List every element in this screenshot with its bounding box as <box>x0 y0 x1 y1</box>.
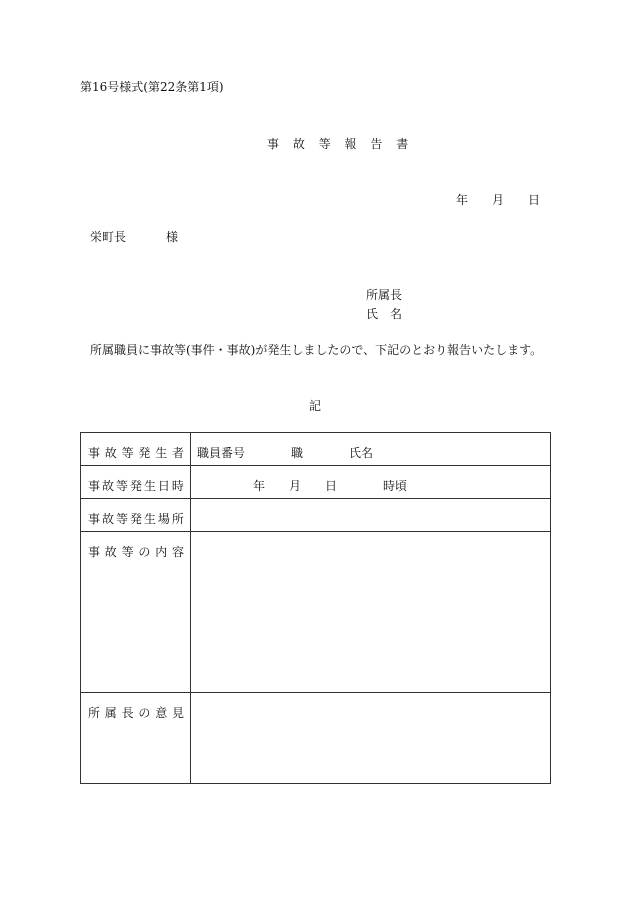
label-char: 所 <box>171 512 184 526</box>
label-char: 見 <box>171 706 184 720</box>
label-cell <box>81 499 191 532</box>
label-char: 故 <box>104 545 117 559</box>
label-char: 日 <box>157 479 170 493</box>
label-cell <box>81 532 191 693</box>
label-char: 場 <box>157 512 170 526</box>
staff-number-label: 職員番号 <box>197 446 246 460</box>
label-char: 事 <box>88 512 101 526</box>
label-char: 所 <box>88 706 101 720</box>
sender-name-label <box>366 308 402 320</box>
document-title <box>267 138 413 150</box>
label-char: 事 <box>88 479 101 493</box>
label-char: 生 <box>143 512 156 526</box>
position-label: 職 <box>291 446 304 460</box>
label-char: 等 <box>115 479 128 493</box>
label-char: 長 <box>121 706 134 720</box>
table-row <box>81 532 551 693</box>
label-char: 等 <box>115 512 128 526</box>
label-char: 時 <box>171 479 184 493</box>
month-label: 月 <box>289 479 302 493</box>
ki-heading: 記 <box>309 399 322 413</box>
date-year: 年 <box>456 193 469 207</box>
label-cell <box>81 693 191 784</box>
table-row <box>81 693 551 784</box>
label-char: 生 <box>143 479 156 493</box>
title-char: 等 <box>318 137 336 151</box>
label-char: 故 <box>104 446 117 460</box>
form-number: 第16号様式(第22条第1項) <box>80 80 224 94</box>
label-cell <box>81 433 191 466</box>
name-label-char: 名 <box>390 307 403 321</box>
title-char: 書 <box>396 137 414 151</box>
report-table <box>80 432 551 784</box>
label-char: 発 <box>129 479 142 493</box>
recipient-name: 栄町長 <box>90 230 127 244</box>
label-char: 故 <box>101 479 114 493</box>
year-label: 年 <box>253 479 266 493</box>
name-label: 氏名 <box>349 446 374 460</box>
label-char: 事 <box>88 446 101 460</box>
label-char: 生 <box>155 446 168 460</box>
body-text: 所属職員に事故等(事件・事故)が発生しましたので、下記のとおり報告いたします。 <box>90 343 543 357</box>
location-cell[interactable] <box>191 499 551 532</box>
label-char: 意 <box>155 706 168 720</box>
title-char: 故 <box>292 137 310 151</box>
table-row <box>81 433 551 466</box>
title-char: 事 <box>267 137 285 151</box>
date-day: 日 <box>528 193 541 207</box>
time-label: 時頃 <box>383 479 408 493</box>
sender-dept-head: 所属長 <box>366 288 403 302</box>
table-row <box>81 466 551 499</box>
label-char: 内 <box>155 545 168 559</box>
label-char: 容 <box>171 545 184 559</box>
opinion-cell[interactable] <box>191 693 551 784</box>
label-char: 属 <box>104 706 117 720</box>
person-cell[interactable] <box>191 433 551 466</box>
day-label: 日 <box>325 479 338 493</box>
label-char: 等 <box>121 545 134 559</box>
label-char: 故 <box>101 512 114 526</box>
label-char: 事 <box>88 545 101 559</box>
label-char: 発 <box>129 512 142 526</box>
label-char: 発 <box>138 446 151 460</box>
table-row <box>81 499 551 532</box>
datetime-cell[interactable] <box>191 466 551 499</box>
label-char: の <box>138 545 151 559</box>
date-line <box>456 194 540 206</box>
recipient <box>90 231 178 243</box>
label-char: 等 <box>121 446 134 460</box>
label-char: 者 <box>171 446 184 460</box>
title-char: 告 <box>370 137 388 151</box>
details-cell[interactable] <box>191 532 551 693</box>
name-label-char: 氏 <box>366 307 379 321</box>
title-char: 報 <box>344 137 362 151</box>
recipient-honorific: 様 <box>166 230 179 244</box>
label-char: の <box>138 706 151 720</box>
label-cell <box>81 466 191 499</box>
date-month: 月 <box>492 193 505 207</box>
